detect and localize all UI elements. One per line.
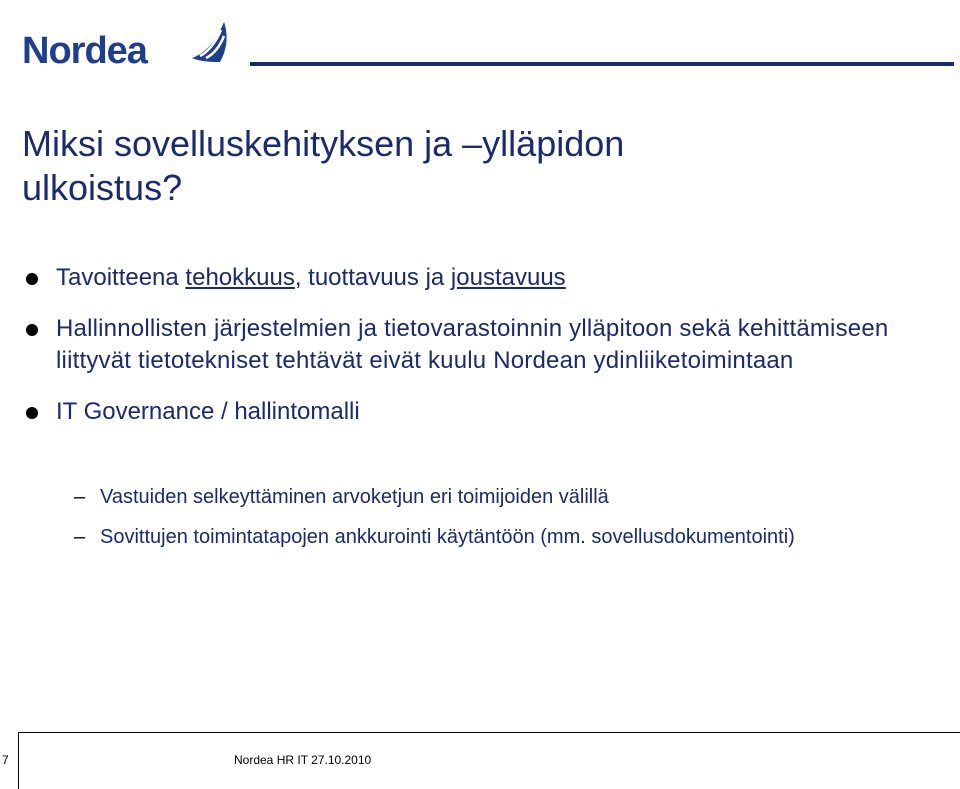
bullet-goals-prefix: Tavoitteena [56,264,186,291]
bullet-list [26,262,951,447]
footer-text: Nordea HR IT 27.10.2010 [234,753,372,767]
footer-rule [18,732,960,733]
slide-title [22,122,922,210]
bullet-goals [26,262,951,294]
nordea-logo [22,18,232,74]
sub-bullet-responsibilities [74,484,934,510]
footer-divider [18,732,19,789]
sub-bullet-responsibilities-text: Vastuiden selkeyttäminen arvoketjun eri toimijoiden välillä [100,486,609,508]
header-rule [250,62,954,66]
bullet-goals-mid: , tuottavuus ja [294,264,451,291]
dash-icon: – [74,486,86,508]
sub-bullet-list [74,484,934,564]
bullet-dot-icon [26,273,38,285]
sail-icon [190,18,232,68]
sub-bullet-practices [74,524,934,550]
bullet-core-business [26,313,951,377]
title-line-2: ulkoistus? [22,167,183,208]
logo-text: Nordea [22,30,147,72]
bullet-it-governance [26,396,951,428]
bullet-dot-icon [26,324,38,336]
title-line-1: Miksi sovelluskehityksen ja –ylläpidon [22,123,625,164]
dash-icon: – [74,526,86,548]
page-number: 7 [2,753,9,767]
bullet-goals-flexibility: joustavuus [450,264,566,291]
bullet-core-business-text: Hallinnollisten järjestelmien ja tietovarastoinnin ylläpitoon sekä kehittämiseen liittyvät tietotekniset tehtävät eivät kuulu Nordean ydinliiketoimintaan [56,315,889,374]
bullet-goals-efficiency: tehokkuus [185,264,295,291]
bullet-it-governance-text: IT Governance / hallintomalli [56,398,360,425]
sub-bullet-practices-text: Sovittujen toimintatapojen ankkurointi käytäntöön (mm. sovellusdokumentointi) [100,526,795,548]
bullet-dot-icon [26,407,38,419]
